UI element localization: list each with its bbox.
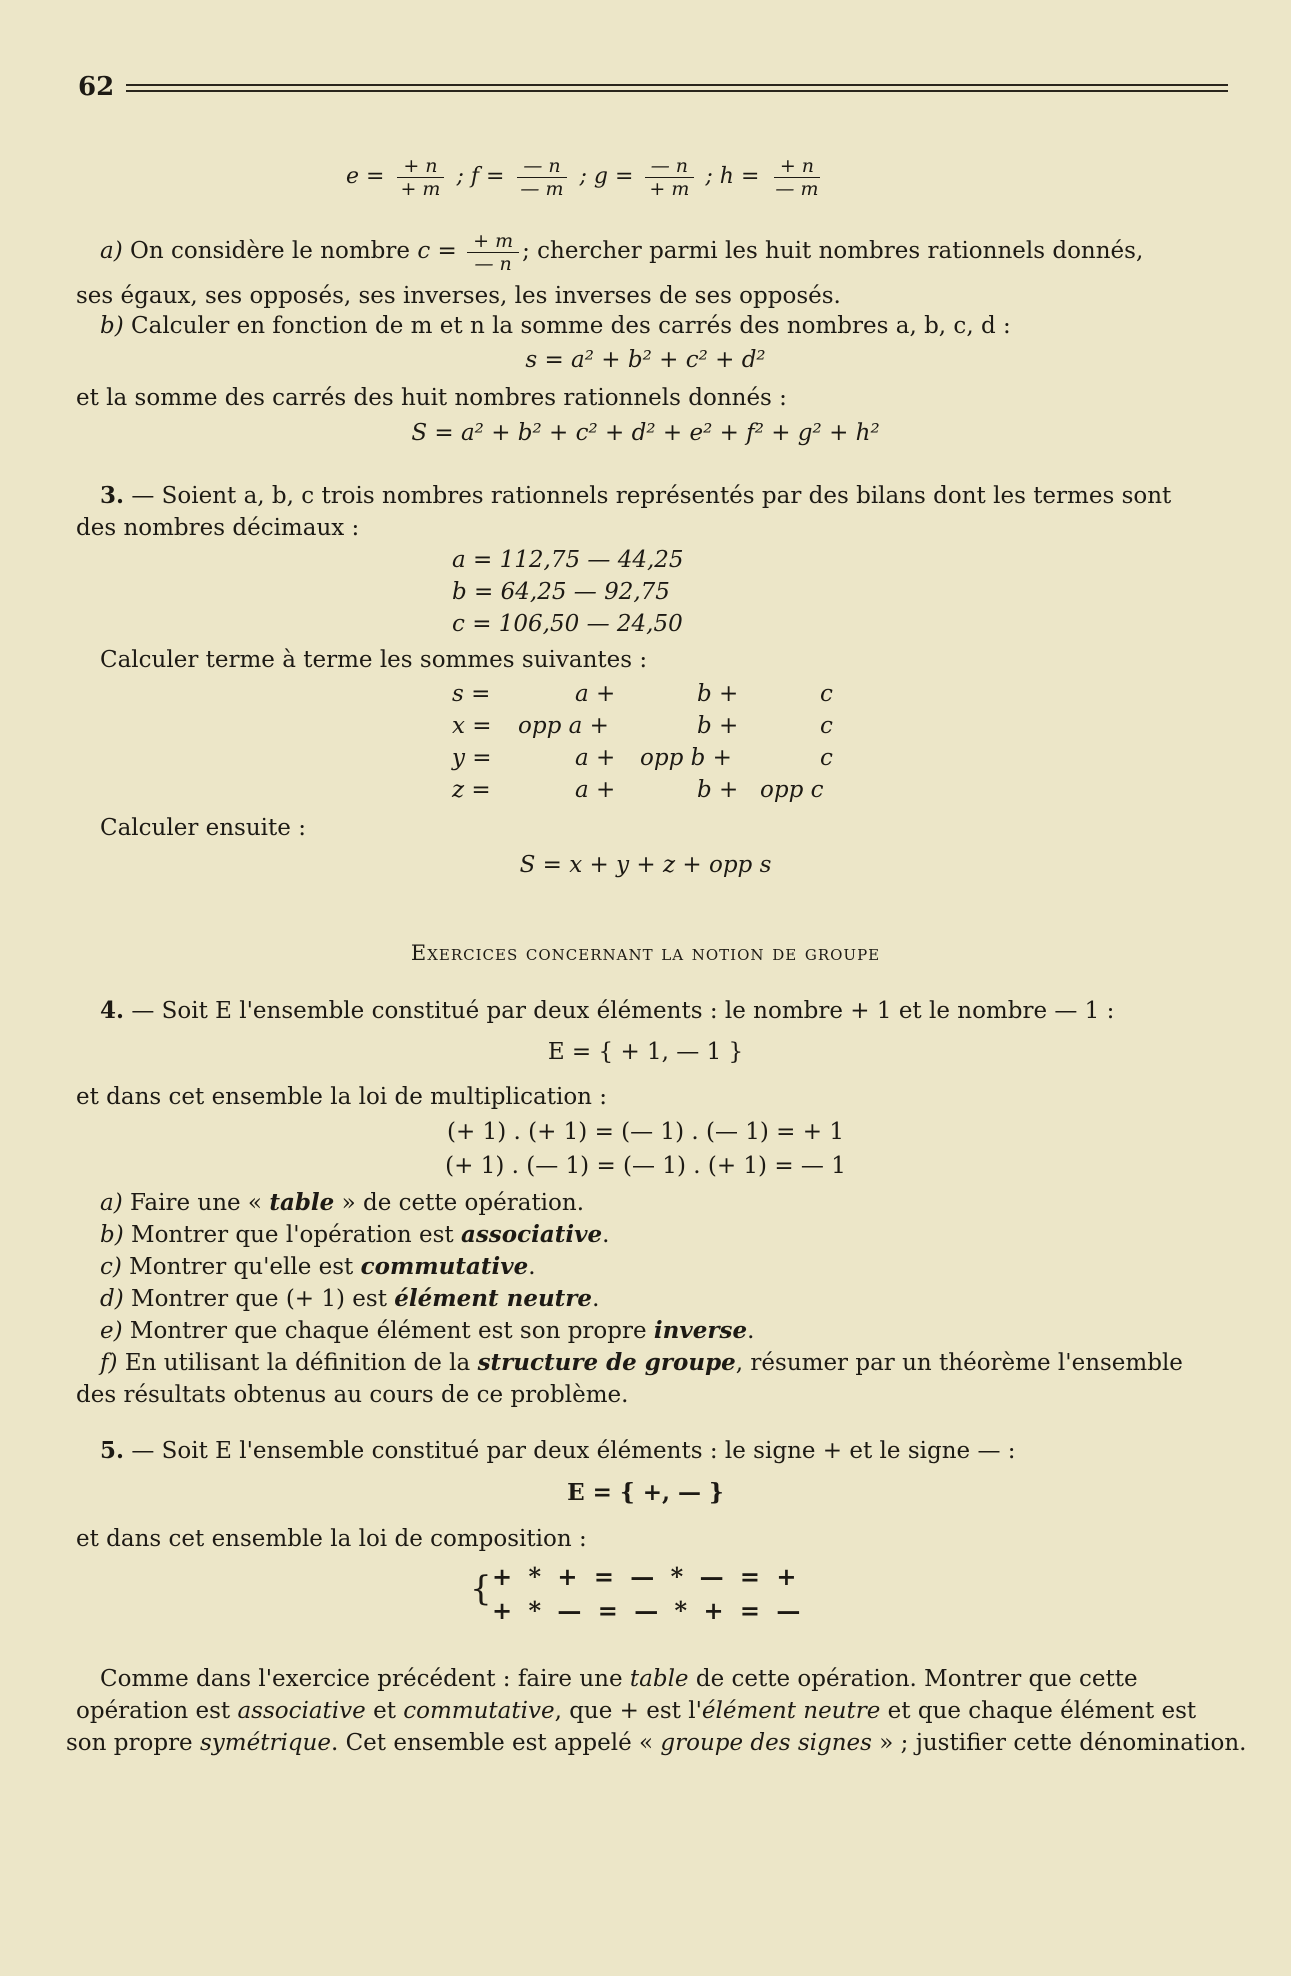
ex3-calc1: Calculer terme à terme les sommes suivantes :	[100, 647, 648, 673]
formula-S: S = a² + b² + c² + d² + e² + f² + g² + h²	[411, 420, 880, 446]
ex4-item-b: b) Montrer que l'opération est associative.	[100, 1221, 610, 1248]
sum-z-c: opp c	[760, 777, 824, 803]
ex4-item-a: a) Faire une « table » de cette opération.	[100, 1189, 585, 1216]
sum-s-c: c	[820, 681, 833, 707]
sum-x-c: c	[820, 713, 833, 739]
ex3-eq-b: b = 64,25 — 92,75	[452, 579, 670, 605]
ex4-line1: 4. — Soit E l'ensemble constitué par deux éléments : le nombre + 1 et le nombre — 1 :	[100, 997, 1115, 1024]
item-a-line2: ses égaux, ses opposés, ses inverses, les inverses de ses opposés.	[76, 283, 841, 309]
ex4-set: E = { + 1, — 1 }	[547, 1039, 744, 1065]
ex5-line2: et dans cet ensemble la loi de composition :	[76, 1526, 587, 1552]
sum-x-a: opp a +	[518, 713, 609, 739]
sum-z-a: a +	[575, 777, 616, 803]
ex3-eq-c: c = 106,50 — 24,50	[452, 611, 683, 637]
sum-y-b: opp b +	[640, 745, 732, 771]
formula-s: s = a² + b² + c² + d²	[525, 347, 766, 373]
ex4-item-f-line2: des résultats obtenus au cours de ce problème.	[76, 1382, 629, 1408]
ex5-rule1: + * + = — * — = +	[492, 1562, 801, 1591]
ex5-para-line1: Comme dans l'exercice précédent : faire une table de cette opération. Montrer que cette	[100, 1666, 1138, 1692]
ex3-final: S = x + y + z + opp s	[519, 852, 772, 878]
ex5-set: E = { +, — }	[567, 1479, 724, 1506]
ex5-brace: {	[470, 1569, 492, 1609]
sum-z-lhs: z =	[452, 777, 491, 803]
sum-s-b: b +	[697, 681, 739, 707]
ex3-eq-a: a = 112,75 — 44,25	[452, 547, 684, 573]
ex4-rule2: (+ 1) . (— 1) = (— 1) . (+ 1) = — 1	[445, 1153, 846, 1179]
frac-e-lhs: e =	[346, 164, 385, 189]
header-rule-bottom	[126, 90, 1228, 92]
ex4-item-c: c) Montrer qu'elle est commutative.	[100, 1253, 536, 1280]
ex3-calc2: Calculer ensuite :	[100, 815, 306, 841]
page-number: 62	[78, 72, 115, 102]
fractions-line	[346, 152, 827, 202]
frac-h: $\frac{+ n}{— m}$	[775, 154, 819, 200]
section-title: Exercices concernant la notion de groupe	[410, 941, 881, 965]
item-a-line1: a) On considère le nombre c = $\frac{+ m}{— n}$ ; chercher parmi les huit nombres rationnels donnés,	[100, 229, 1144, 275]
ex5-para-line3: son propre symétrique. Cet ensemble est appelé « groupe des signes » ; justifier cette dénomination.	[66, 1730, 1247, 1756]
ex3-line2: des nombres décimaux :	[76, 515, 360, 541]
sum-y-c: c	[820, 745, 833, 771]
ex4-item-e: e) Montrer que chaque élément est son propre inverse.	[100, 1317, 755, 1344]
frac-g: $\frac{— n}{+ m}$	[643, 155, 695, 200]
ex5-rule2: + * — = — * + = —	[492, 1596, 805, 1625]
frac-g-lhs: ; g =	[579, 164, 634, 189]
frac-c: $\frac{+ m}{— n}$	[467, 230, 519, 275]
sum-y-a: a +	[575, 745, 616, 771]
page-header	[78, 72, 1228, 102]
ex4-item-d: d) Montrer que (+ 1) est élément neutre.	[100, 1285, 600, 1312]
frac-e: $\frac{+ n}{+ m}$	[394, 155, 446, 200]
frac-h-lhs: ; h =	[705, 164, 760, 189]
sum-z-b: b +	[697, 777, 739, 803]
item-b-line2: et la somme des carrés des huit nombres rationnels donnés :	[76, 385, 787, 411]
item-b-line1: b) Calculer en fonction de m et n la somme des carrés des nombres a, b, c, d :	[100, 313, 1011, 339]
sum-y-lhs: y =	[452, 745, 492, 771]
ex4-line2: et dans cet ensemble la loi de multiplication :	[76, 1084, 608, 1110]
frac-f: $\frac{— n}{— m}$	[514, 155, 569, 200]
ex4-rule1: (+ 1) . (+ 1) = (— 1) . (— 1) = + 1	[447, 1119, 844, 1145]
sum-x-lhs: x =	[452, 713, 492, 739]
header-rule-top	[126, 84, 1228, 86]
ex5-para-line2: opération est associative et commutative, que + est l'élément neutre et que chaque élément est	[76, 1698, 1197, 1724]
sum-s-a: a +	[575, 681, 616, 707]
ex5-line1: 5. — Soit E l'ensemble constitué par deux éléments : le signe + et le signe — :	[100, 1437, 1016, 1464]
sum-s-lhs: s =	[452, 681, 491, 707]
ex4-item-f-line1: f) En utilisant la définition de la structure de groupe, résumer par un théorème l'ensemble	[100, 1349, 1183, 1376]
ex3-line1: 3. — Soient a, b, c trois nombres rationnels représentés par des bilans dont les termes sont	[100, 482, 1172, 509]
frac-f-lhs: ; f =	[456, 164, 505, 189]
sum-x-b: b +	[697, 713, 739, 739]
